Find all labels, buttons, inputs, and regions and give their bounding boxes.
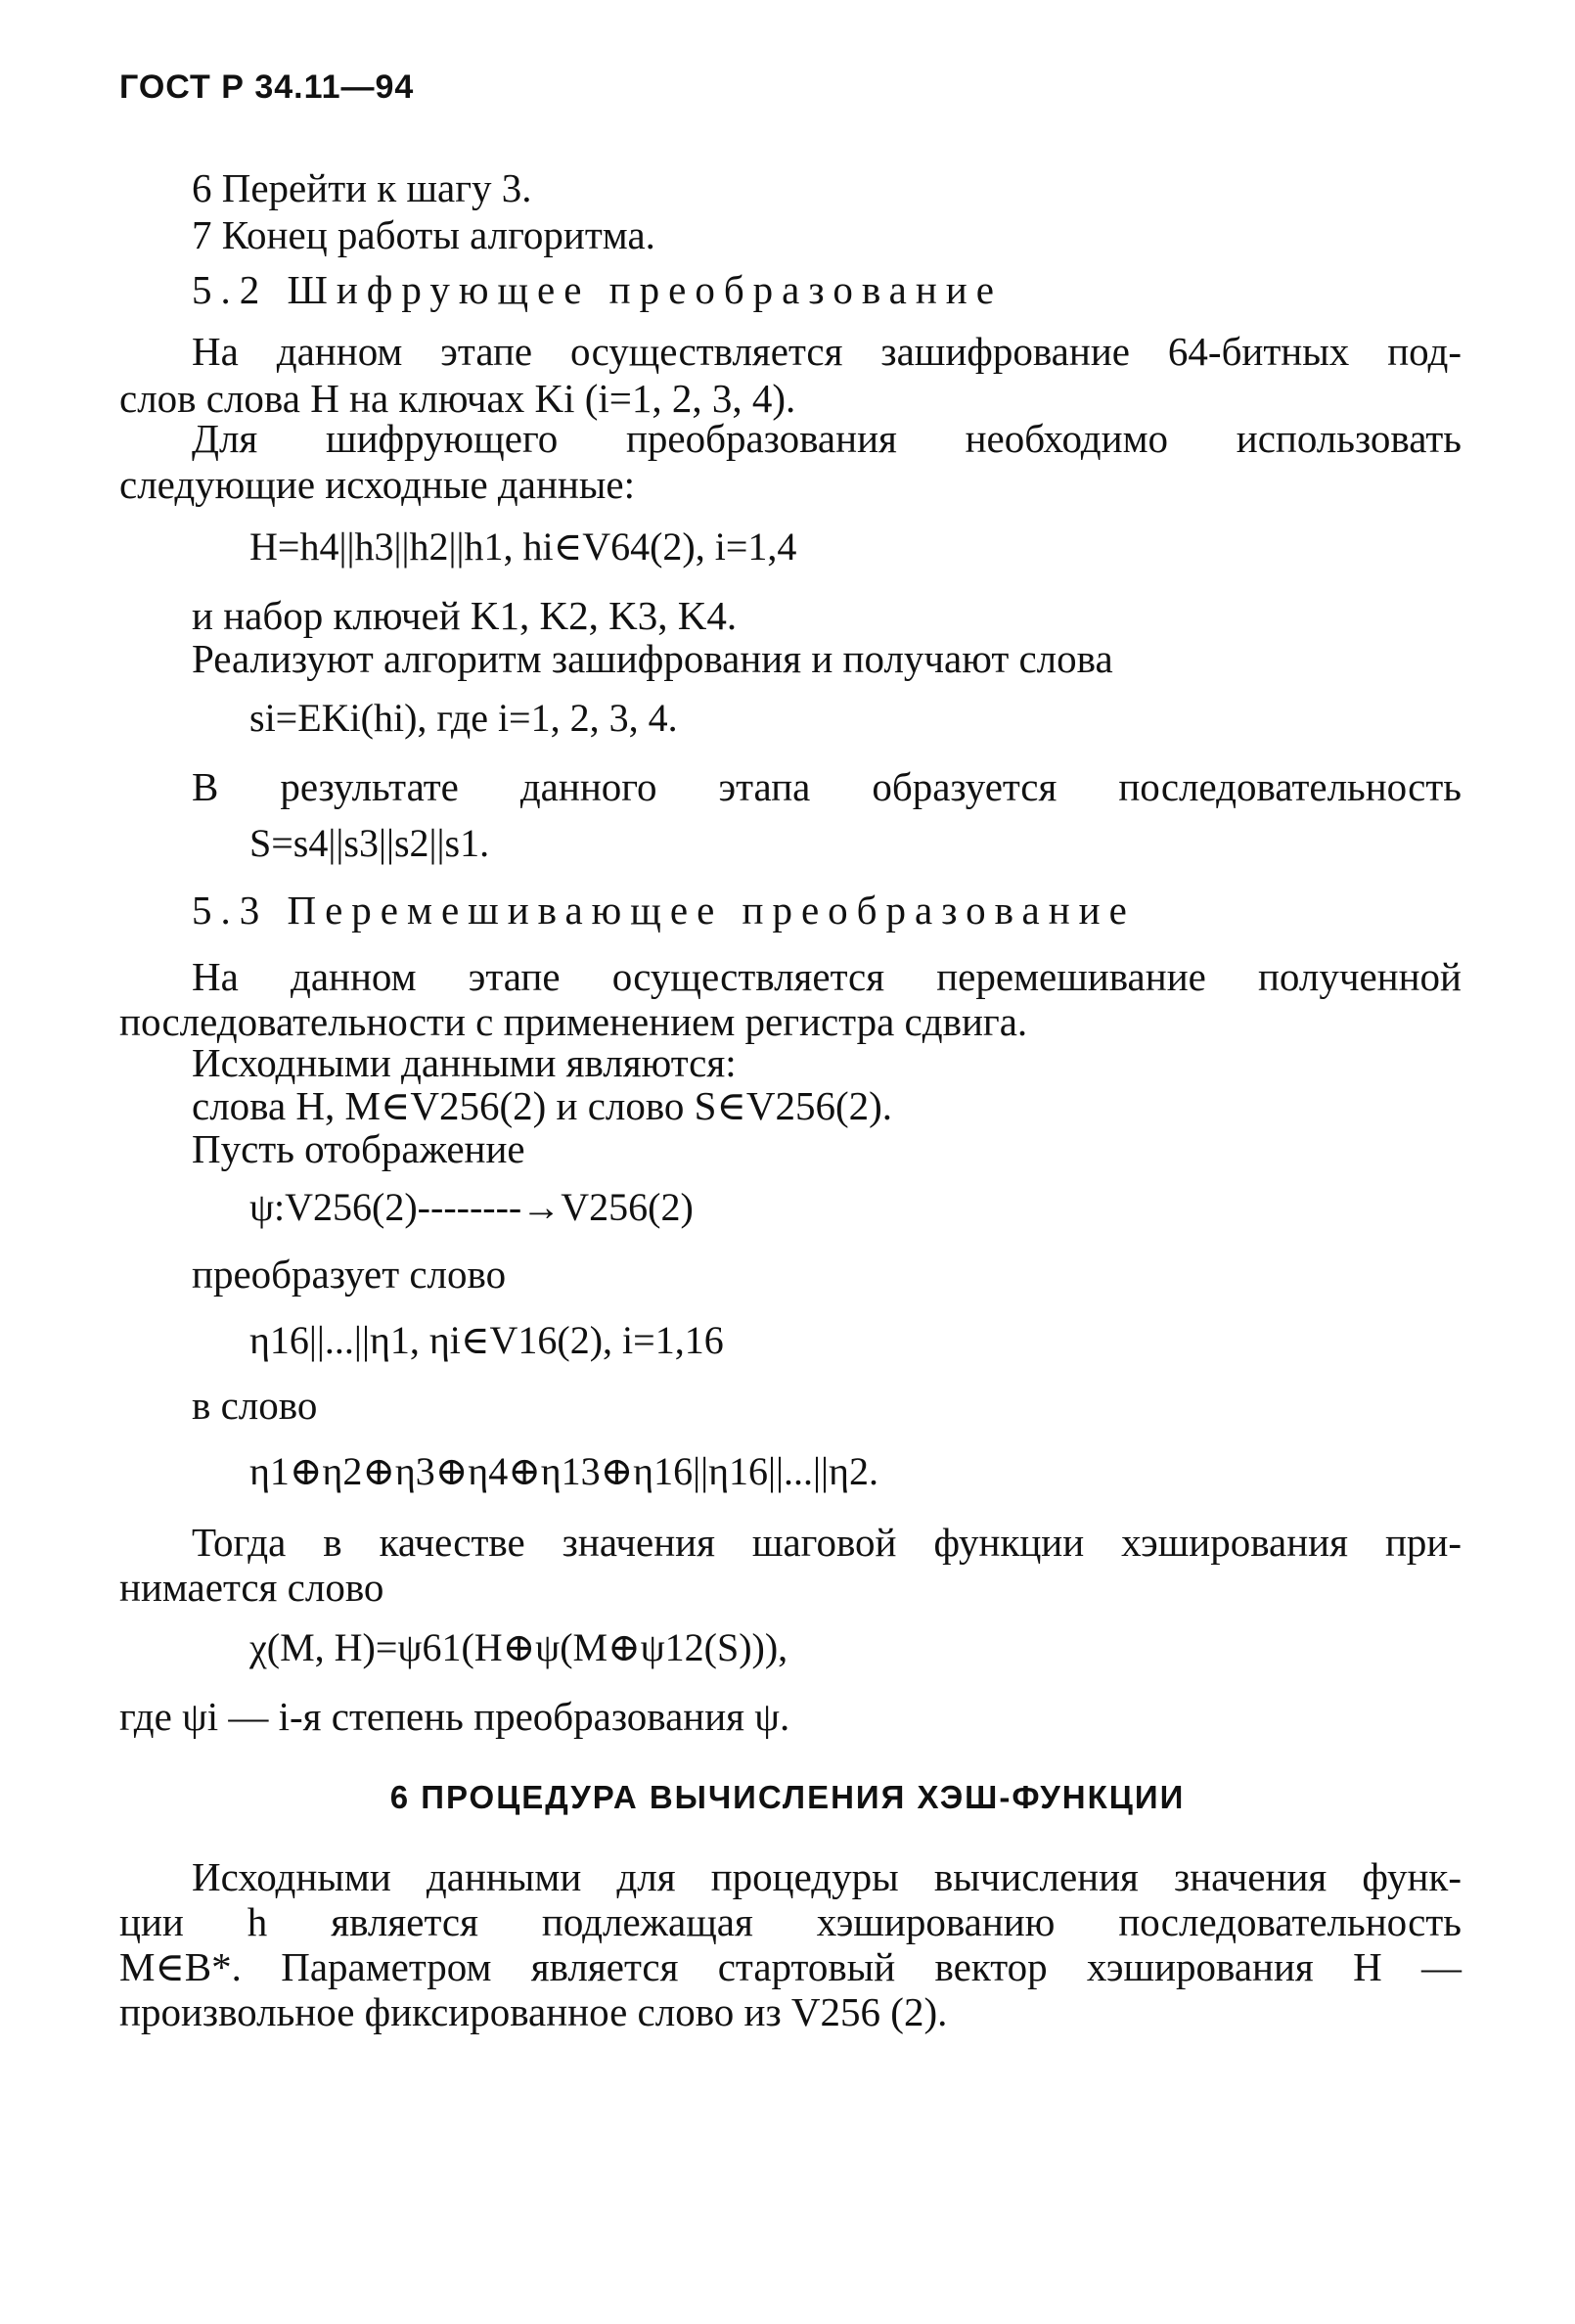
formula-eta: η16||...||η1, ηi∈V16(2), i=1,16 xyxy=(249,1318,724,1362)
into-line: в слово xyxy=(192,1383,318,1428)
formula-h-split: H=h4||h3||h2||h1, hi∈V64(2), i=1,4 xyxy=(249,524,797,569)
then-line-2: нимается слово xyxy=(119,1565,384,1610)
formula-s: S=s4||s3||s2||s1. xyxy=(249,821,490,865)
para-2-line-1: Для шифрующего преобразования необходимо использовать xyxy=(192,416,1462,461)
section-6-line-4: произвольное фиксированное слово из V256 (2). xyxy=(119,1989,948,2034)
formula-chi: χ(M, H)=ψ61(H⊕ψ(M⊕ψ12(S))), xyxy=(249,1625,788,1669)
formula-eta-xor: η1⊕η2⊕η3⊕η4⊕η13⊕η16||η16||...||η2. xyxy=(249,1449,878,1493)
para-1-line-1: На данном этапе осуществляется зашифрование 64-битных под- xyxy=(192,329,1462,374)
transforms-line: преобразует слово xyxy=(192,1252,507,1297)
keys-line: и набор ключей K1, K2, K3, K4. xyxy=(192,593,738,638)
section-6-line-1: Исходными данными для процедуры вычисления значения функ- xyxy=(192,1854,1462,1899)
para-2-line-2: следующие исходные данные: xyxy=(119,462,635,507)
step-6: 6 Перейти к шагу 3. xyxy=(192,165,532,210)
section-5-2-title: 5.2 Шифрующее преобразование xyxy=(192,267,1003,312)
section-6-line-2: ции h является подлежащая хэшированию последовательность xyxy=(119,1899,1462,1944)
para-1-line-2: слов слова H на ключах Ki (i=1, 2, 3, 4). xyxy=(119,376,796,421)
let-line: Пусть отображение xyxy=(192,1126,525,1171)
section-6-line-3: M∈B*. Параметром является стартовый вектор хэширования H — xyxy=(119,1944,1462,1989)
formula-encrypt: si=EKi(hi), где i=1, 2, 3, 4. xyxy=(249,696,678,740)
source-data-line: Исходными данными являются: xyxy=(192,1040,737,1085)
realize-line: Реализуют алгоритм зашифрования и получают слова xyxy=(192,636,1113,681)
para-3-line-1: На данном этапе осуществляется перемешивание полученной xyxy=(192,954,1462,999)
para-3-line-2: последовательности с применением регистра сдвига. xyxy=(119,999,1028,1044)
section-6-heading: 6 ПРОЦЕДУРА ВЫЧИСЛЕНИЯ ХЭШ-ФУНКЦИИ xyxy=(389,1779,1186,1815)
where-line: где ψi — i-я степень преобразования ψ. xyxy=(119,1694,790,1739)
words-line: слова H, M∈V256(2) и слово S∈V256(2). xyxy=(192,1083,892,1128)
then-line-1: Тогда в качестве значения шаговой функции хэширования при- xyxy=(192,1520,1462,1565)
document-header: ГОСТ Р 34.11—94 xyxy=(119,68,415,106)
formula-psi: ψ:V256(2)--------→V256(2) xyxy=(249,1185,694,1229)
result-line: В результате данного этапа образуется последовательность xyxy=(192,764,1462,809)
step-7: 7 Конец работы алгоритма. xyxy=(192,212,655,257)
section-5-3-title: 5.3 Перемешивающее преобразование xyxy=(192,888,1136,933)
